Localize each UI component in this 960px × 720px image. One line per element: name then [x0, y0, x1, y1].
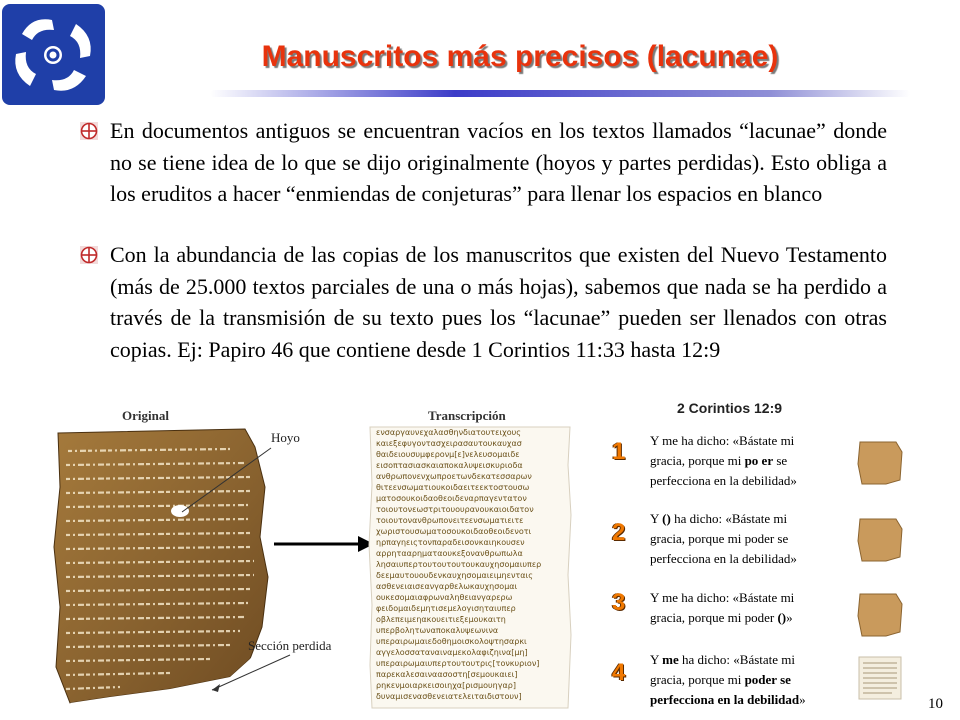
variant-text-part: gracia, porque mi — [650, 672, 745, 687]
variant-line: perfecciona en la debilidad» — [650, 551, 797, 566]
papyrus-thumbnail-icon — [856, 592, 904, 638]
transcription-line: θαιδειουσυμφερονμ[ε]νελευσομαιδε — [376, 451, 520, 459]
transcription-line: ματοσουκοιδαοθεοιδεναρπαγεντατον — [376, 495, 527, 503]
variant-line — [650, 690, 850, 710]
page-number: 10 — [928, 696, 943, 712]
papyrus-thumbnail-icon — [856, 440, 904, 486]
variant-number: 3 — [612, 589, 626, 616]
transcription-panel — [368, 425, 572, 710]
lost-section-annotation: Sección perdida — [248, 638, 332, 653]
variant-line — [650, 670, 850, 690]
bullet-text: Con la abundancia de las copias de los manuscritos que existen del Nuevo Testamento (más de 25.000 textos parciales de una o más hojas), sabemos que nada se ha perdido a través de la transmisión de su texto pues los “lacunae” pueden ser llenados con otras copias. Ej: Papiro 46 que contiene desde 1 Corintios 11:33 hasta 12:9 — [110, 242, 887, 362]
transcription-thumbnail-icon — [856, 655, 904, 701]
transcription-line: υπερβολητωναποκαλυψεωνινα — [376, 627, 499, 635]
transcription-line: χωριστουσωματοσουκοιδαοθεοιδενοτι — [376, 528, 532, 536]
variant-line: perfecciona en la debilidad» — [650, 473, 797, 488]
transcription-line: φειδομαιδεμητισεμελογισηταιυπερ — [376, 605, 516, 613]
transcription-line: τοιουτονανθρωπονειτεενσωματιειτε — [376, 517, 524, 525]
original-label: Original — [122, 408, 169, 423]
variant-text-part: Y — [650, 652, 663, 667]
variant-line — [650, 509, 850, 529]
transcription-line: οβλεπειμεηακουειτιεξεμουκαιτη — [376, 616, 506, 624]
variant-text-bold: poder se — [744, 672, 791, 687]
transcription-line: ανθρωπονενχωπροετωνδεκατεσσαρων — [376, 473, 532, 481]
variant-line: Y me ha dicho: «Bástate mi — [650, 590, 795, 605]
variant-text-part: » — [786, 610, 793, 625]
transcription-line: θιτεενσωματιουκοιδαειτεεκτοστουσω — [376, 484, 530, 492]
variant-text-part: se — [773, 453, 788, 468]
variant-text — [650, 650, 850, 710]
transcription-line: λησαιυπερτουτουτουτουκαυχησομαιυπερ — [376, 561, 542, 569]
transcription-line: εισοπτασιασκαιαποκαλυψεισκυριοδα — [376, 462, 523, 470]
variant-number: 2 — [612, 519, 626, 546]
hole-annotation: Hoyo — [271, 430, 300, 445]
variant-text-part: Y — [650, 511, 663, 526]
variant-line: gracia, porque mi poder se — [650, 531, 789, 546]
papyrus-thumbnail-icon — [856, 517, 904, 563]
transcription-line: ενσαργαυνεχαλασθηνδιατουτειχους — [376, 429, 521, 437]
variant-text-part: ha dicho: «Bástate mi — [670, 511, 788, 526]
variant-text — [650, 588, 850, 628]
variant-text — [650, 509, 850, 569]
variant-line — [650, 451, 850, 471]
transcription-line: υπεραιρωμαιεδοθημοισκολοψτησαρκι — [376, 638, 527, 646]
transcription-line: καιεξεφυγοντασχειρασαυτουκαυχασ — [376, 440, 522, 448]
variant-text-part: » — [799, 692, 806, 707]
variant-text-bold: () — [777, 610, 787, 625]
transcription-line: ηρπαγηειςτονπαραδεισονκαιηκουσεν — [376, 539, 525, 547]
variant-text-bold: po er — [744, 453, 774, 468]
transcription-line: ασθενειαισεανγαρθελωκαυχησομαι — [376, 583, 518, 591]
transcription-line: ουκεσομαιαφρωναληθειανγαρερω — [376, 594, 513, 602]
transcription-line: τοιουτονεωστριτουουρανουκαιοιδατον — [376, 506, 534, 514]
variant-text-bold: perfecciona en la debilidad — [650, 692, 800, 707]
transcription-line: παρεκαλεσαιναασοστη[σεμουκαιει] — [376, 671, 518, 679]
transcription-line: δεεμαυτουουδενκαυχησομαιειμηενταις — [376, 572, 533, 580]
bullet-text: En documentos antiguos se encuentran vacíos en los textos llamados “lacunae” donde no se tiene idea de lo que se dijo originalmente (hoyos y partes perdidas). Esto obliga a los eruditos a hacer “enmiendas de conjeturas” para llenar los espacios en blanco — [110, 118, 887, 206]
transcription-line: δυναμισενασθενειατελειταιδιστουν] — [376, 693, 522, 701]
variant-text-bold: me — [662, 652, 679, 667]
page-title: Manuscritos más precisos (lacunae) — [261, 40, 779, 73]
variant-number: 4 — [612, 659, 626, 686]
variant-text — [650, 431, 850, 491]
transcription-label: Transcripción — [428, 408, 506, 423]
variant-line — [650, 608, 850, 628]
transcription-line: υπεραιρωμαιυπερτουτουτρις[τονκυριον] — [376, 660, 540, 668]
transcription-line: αγγελοσσαταναιναμεκολαφιζηινα[μη] — [376, 649, 528, 657]
verse-heading: 2 Corintios 12:9 — [677, 400, 783, 416]
transcription-line: αρρητααρηματαουκεξονανθρωπωλα — [376, 550, 523, 558]
variant-number: 1 — [612, 438, 626, 465]
variant-text-part: gracia, porque mi poder — [650, 610, 778, 625]
variant-text-part: ha dicho: «Bástate mi — [678, 652, 796, 667]
variant-line: Y me ha dicho: «Bástate mi — [650, 433, 795, 448]
variant-line — [650, 650, 850, 670]
variant-text-bold: () — [662, 511, 671, 526]
variant-text-part: gracia, porque mi — [650, 453, 745, 468]
transcription-line: ρηκενμοιαρκεισοιηχα[ρισμουηγαρ] — [376, 682, 516, 690]
